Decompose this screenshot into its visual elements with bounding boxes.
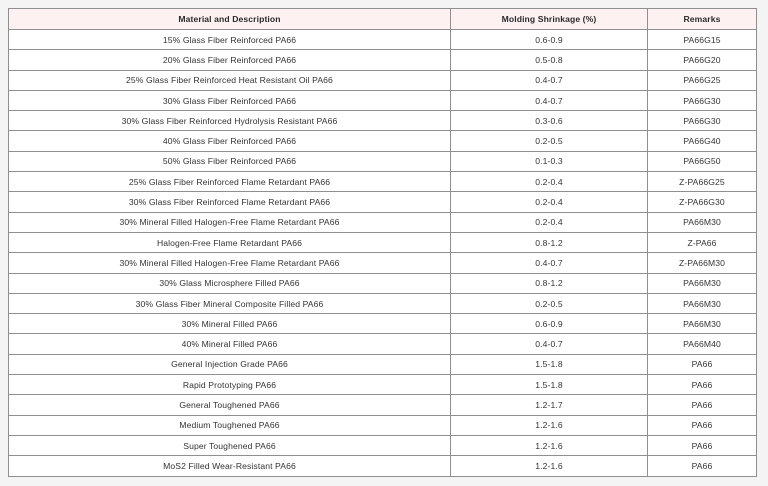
cell-material: 20% Glass Fiber Reinforced PA66 xyxy=(9,50,451,70)
cell-shrinkage: 1.2-1.6 xyxy=(451,456,648,476)
cell-material: 30% Glass Fiber Reinforced Hydrolysis Resistant PA66 xyxy=(9,111,451,131)
cell-shrinkage: 0.8-1.2 xyxy=(451,232,648,252)
cell-remarks: PA66G30 xyxy=(648,90,757,110)
table-row xyxy=(9,90,757,110)
cell-material: 40% Mineral Filled PA66 xyxy=(9,334,451,354)
cell-shrinkage: 0.4-0.7 xyxy=(451,334,648,354)
cell-remarks: PA66 xyxy=(648,354,757,374)
table-row xyxy=(9,253,757,273)
cell-remarks: Z-PA66G30 xyxy=(648,192,757,212)
cell-material: Rapid Prototyping PA66 xyxy=(9,375,451,395)
cell-shrinkage: 0.3-0.6 xyxy=(451,111,648,131)
cell-shrinkage: 1.2-1.6 xyxy=(451,415,648,435)
cell-remarks: PA66M30 xyxy=(648,273,757,293)
cell-remarks: PA66 xyxy=(648,395,757,415)
cell-material: 30% Glass Fiber Reinforced PA66 xyxy=(9,90,451,110)
table-row xyxy=(9,273,757,293)
cell-material: 30% Mineral Filled Halogen-Free Flame Retardant PA66 xyxy=(9,253,451,273)
table-body xyxy=(9,30,757,477)
table-row xyxy=(9,435,757,455)
cell-material: 30% Mineral Filled PA66 xyxy=(9,314,451,334)
cell-remarks: PA66 xyxy=(648,435,757,455)
cell-remarks: PA66 xyxy=(648,375,757,395)
cell-material: 25% Glass Fiber Reinforced Flame Retardant PA66 xyxy=(9,172,451,192)
cell-remarks: PA66G30 xyxy=(648,111,757,131)
cell-shrinkage: 0.4-0.7 xyxy=(451,253,648,273)
table-row xyxy=(9,151,757,171)
cell-remarks: PA66M30 xyxy=(648,314,757,334)
cell-shrinkage: 0.6-0.9 xyxy=(451,30,648,50)
cell-shrinkage: 1.5-1.8 xyxy=(451,375,648,395)
cell-material: Halogen-Free Flame Retardant PA66 xyxy=(9,232,451,252)
cell-remarks: Z-PA66G25 xyxy=(648,172,757,192)
table-row xyxy=(9,131,757,151)
table-row xyxy=(9,111,757,131)
cell-shrinkage: 1.2-1.6 xyxy=(451,435,648,455)
cell-remarks: PA66 xyxy=(648,415,757,435)
cell-shrinkage: 0.2-0.5 xyxy=(451,131,648,151)
table-row xyxy=(9,456,757,476)
table-row xyxy=(9,314,757,334)
cell-material: 30% Glass Fiber Mineral Composite Filled PA66 xyxy=(9,293,451,313)
table-row xyxy=(9,30,757,50)
cell-remarks: PA66G50 xyxy=(648,151,757,171)
cell-remarks: PA66 xyxy=(648,456,757,476)
table-row xyxy=(9,293,757,313)
table-row xyxy=(9,212,757,232)
table-row xyxy=(9,415,757,435)
cell-remarks: PA66M30 xyxy=(648,293,757,313)
cell-shrinkage: 1.5-1.8 xyxy=(451,354,648,374)
cell-material: 30% Glass Fiber Reinforced Flame Retardant PA66 xyxy=(9,192,451,212)
cell-remarks: PA66G40 xyxy=(648,131,757,151)
header-remarks: Remarks xyxy=(648,9,757,30)
cell-shrinkage: 0.4-0.7 xyxy=(451,70,648,90)
cell-shrinkage: 0.4-0.7 xyxy=(451,90,648,110)
cell-material: 50% Glass Fiber Reinforced PA66 xyxy=(9,151,451,171)
table-row xyxy=(9,50,757,70)
table-row xyxy=(9,334,757,354)
cell-material: 30% Glass Microsphere Filled PA66 xyxy=(9,273,451,293)
table-row xyxy=(9,192,757,212)
cell-material: 40% Glass Fiber Reinforced PA66 xyxy=(9,131,451,151)
cell-shrinkage: 0.2-0.5 xyxy=(451,293,648,313)
table-header xyxy=(9,9,757,30)
cell-shrinkage: 0.1-0.3 xyxy=(451,151,648,171)
cell-remarks: PA66G25 xyxy=(648,70,757,90)
table-row xyxy=(9,70,757,90)
table-row xyxy=(9,172,757,192)
cell-material: General Injection Grade PA66 xyxy=(9,354,451,374)
cell-remarks: PA66G20 xyxy=(648,50,757,70)
table-row xyxy=(9,395,757,415)
header-material: Material and Description xyxy=(9,9,451,30)
table-row xyxy=(9,354,757,374)
cell-material: 30% Mineral Filled Halogen-Free Flame Retardant PA66 xyxy=(9,212,451,232)
cell-shrinkage: 0.2-0.4 xyxy=(451,212,648,232)
cell-shrinkage: 0.2-0.4 xyxy=(451,172,648,192)
cell-remarks: PA66M40 xyxy=(648,334,757,354)
cell-shrinkage: 1.2-1.7 xyxy=(451,395,648,415)
table-row xyxy=(9,375,757,395)
cell-remarks: PA66M30 xyxy=(648,212,757,232)
cell-material: General Toughened PA66 xyxy=(9,395,451,415)
cell-material: 25% Glass Fiber Reinforced Heat Resistant Oil PA66 xyxy=(9,70,451,90)
table-row xyxy=(9,232,757,252)
cell-remarks: Z-PA66 xyxy=(648,232,757,252)
cell-material: 15% Glass Fiber Reinforced PA66 xyxy=(9,30,451,50)
cell-remarks: PA66G15 xyxy=(648,30,757,50)
header-shrinkage: Molding Shrinkage (%) xyxy=(451,9,648,30)
cell-shrinkage: 0.5-0.8 xyxy=(451,50,648,70)
cell-material: Super Toughened PA66 xyxy=(9,435,451,455)
cell-material: Medium Toughened PA66 xyxy=(9,415,451,435)
cell-material: MoS2 Filled Wear-Resistant PA66 xyxy=(9,456,451,476)
cell-shrinkage: 0.8-1.2 xyxy=(451,273,648,293)
table-container xyxy=(8,8,756,477)
shrinkage-table xyxy=(8,8,757,477)
cell-remarks: Z-PA66M30 xyxy=(648,253,757,273)
cell-shrinkage: 0.2-0.4 xyxy=(451,192,648,212)
cell-shrinkage: 0.6-0.9 xyxy=(451,314,648,334)
header-row xyxy=(9,9,757,30)
